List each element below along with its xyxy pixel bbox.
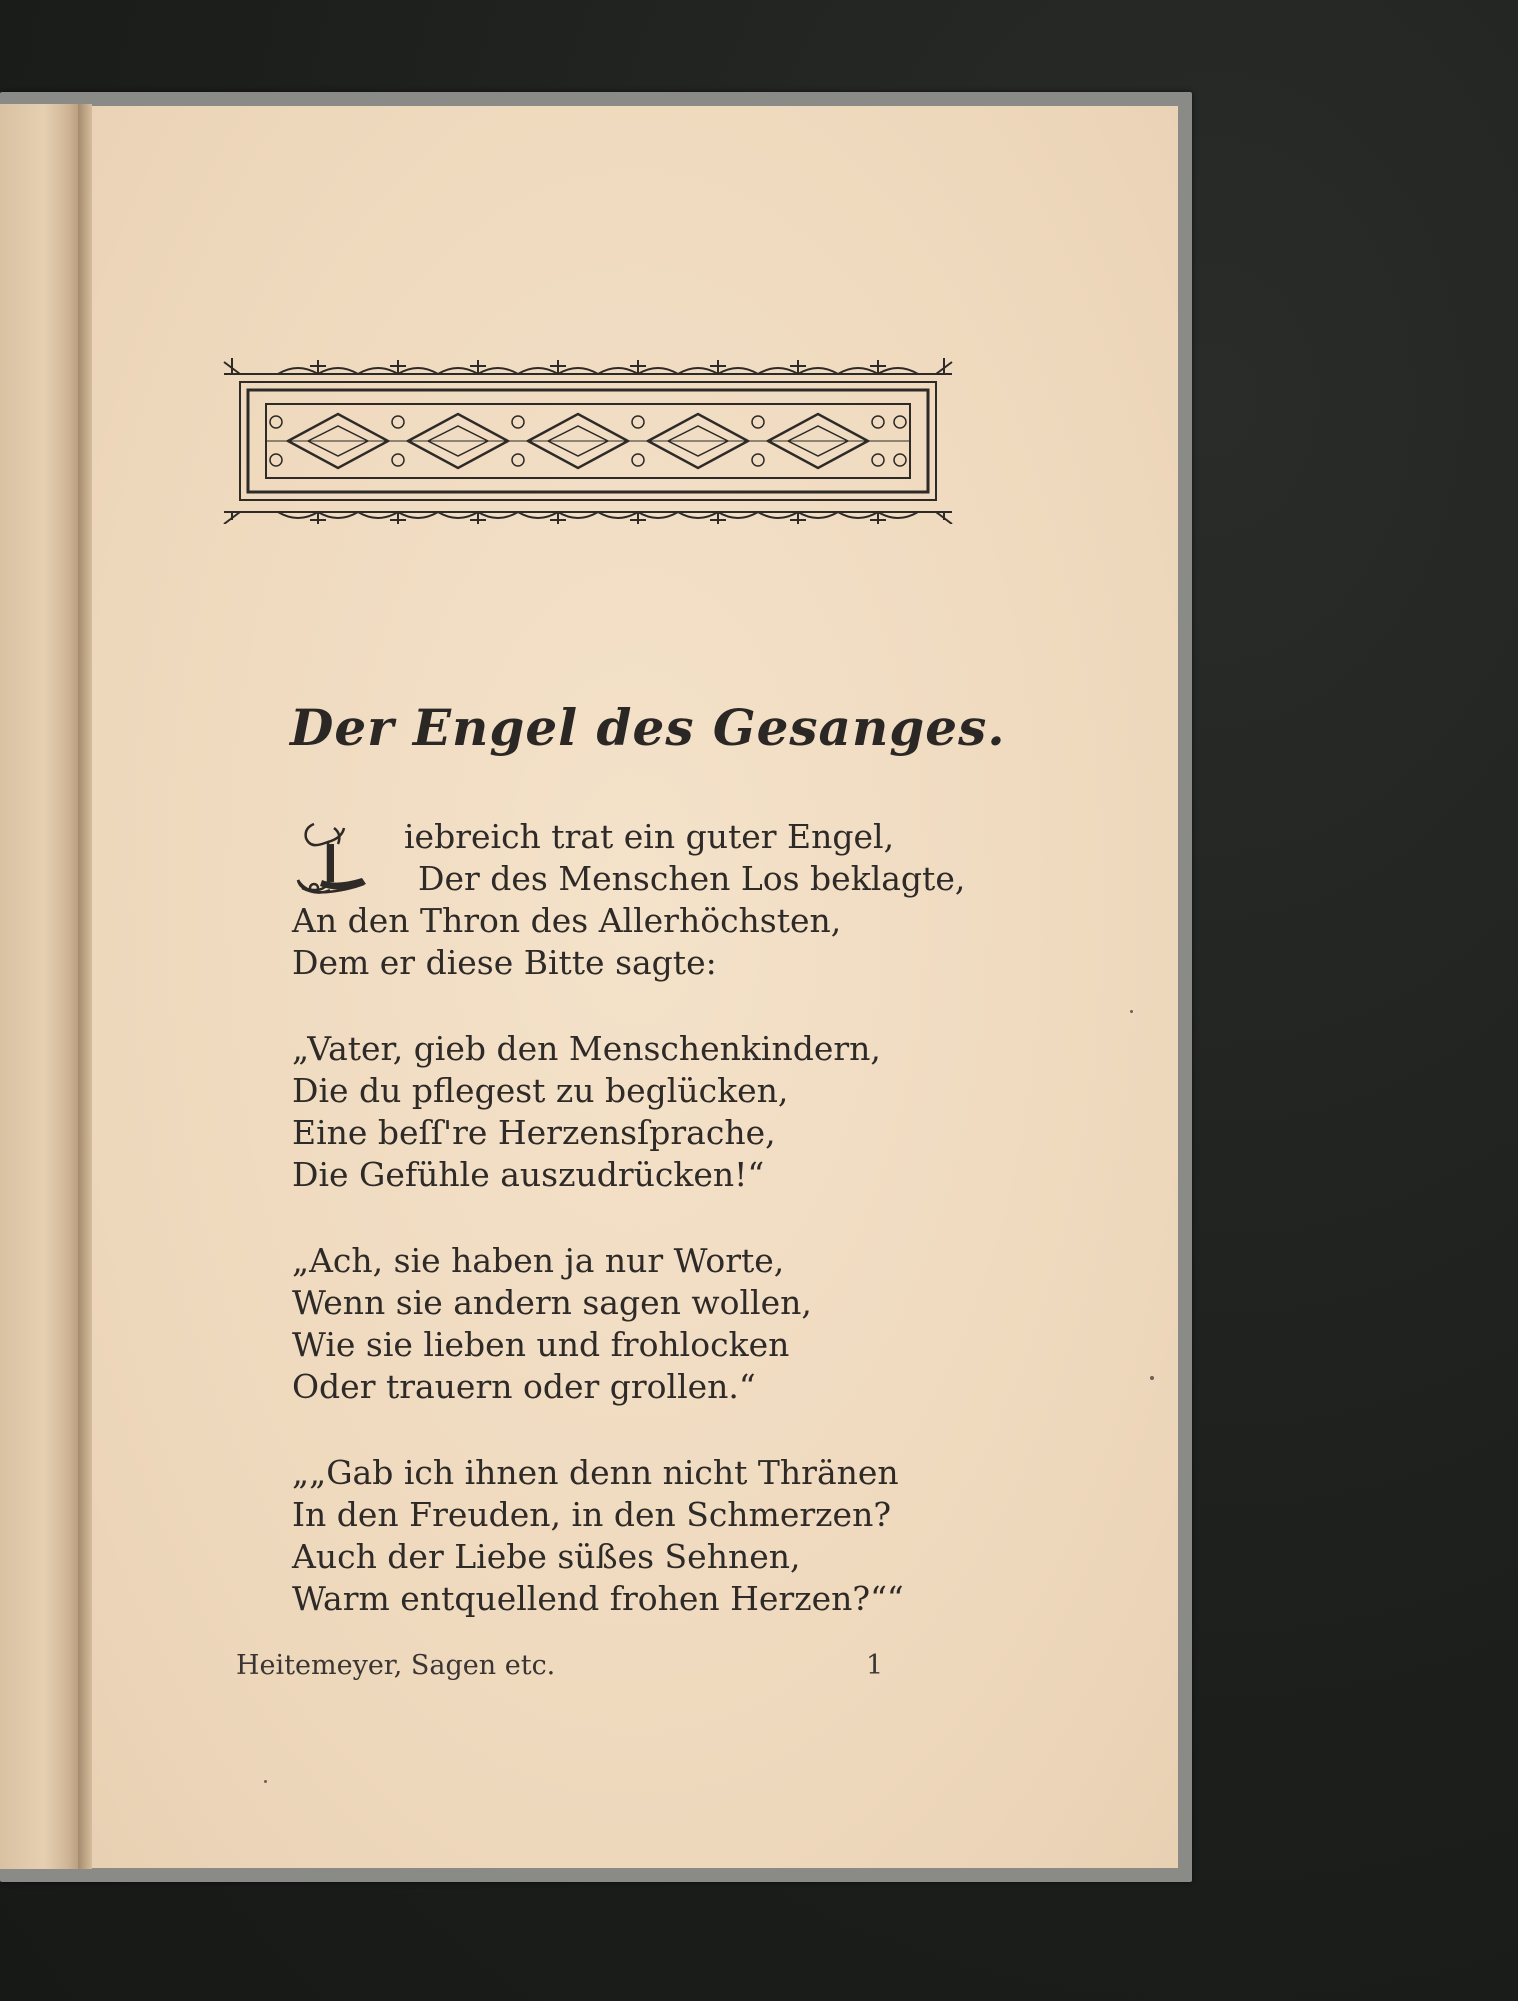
- facing-page-edge: [0, 104, 80, 1869]
- poem-line: Auch der Liebe süßes Sehnen,: [292, 1537, 801, 1576]
- poem-line: „Ach, sie haben ja nur Worte,: [292, 1241, 785, 1280]
- poem-line: „Vater, gieb den Menschenkindern,: [292, 1029, 881, 1068]
- poem-line: Wenn sie andern sagen wollen,: [292, 1283, 812, 1322]
- poem-line: Wie sie lieben und frohlocken: [292, 1325, 790, 1364]
- poem-line: Warm entquellend frohen Herzen?““: [292, 1579, 904, 1618]
- ornamental-initial-L-icon: [292, 818, 372, 900]
- poem-line: Die du pflegest zu beglücken,: [292, 1071, 789, 1110]
- paper-speck: [1130, 1010, 1133, 1013]
- stanza-1: [292, 816, 966, 984]
- poem-line: An den Thron des Allerhöchsten,: [292, 901, 842, 940]
- poem-line: Oder trauern oder grollen.“: [292, 1367, 756, 1406]
- sheet-signature: Heitemeyer, Sagen etc.: [236, 1650, 556, 1681]
- poem-line: In den Freuden, in den Schmerzen?: [292, 1495, 892, 1534]
- book-gutter: [78, 104, 92, 1869]
- sheet-number: 1: [866, 1650, 884, 1681]
- poem-line: Eine beſſ're Herzensſprache,: [292, 1113, 776, 1152]
- poem-line: Die Gefühle auszudrücken!“: [292, 1155, 765, 1194]
- first-lines-with-initial: [292, 816, 966, 900]
- stanza-4: [292, 1452, 942, 1620]
- poem-line: Dem er diese Bitte sagte:: [292, 943, 717, 982]
- paper-speck: [1150, 1376, 1154, 1380]
- poem-title: Der Engel des Gesanges.: [290, 698, 1006, 757]
- poem-line: Der des Menschen Los beklagte,: [418, 859, 966, 898]
- poem-line: „„Gab ich ihnen denn nicht Thränen: [292, 1453, 899, 1492]
- decorative-headpiece-border-icon: [218, 352, 958, 524]
- stanza-3: [292, 1240, 942, 1408]
- stanza-2: [292, 1028, 942, 1196]
- poem-line: iebreich trat ein guter Engel,: [404, 817, 895, 856]
- poem-body: [292, 816, 966, 1664]
- paper-speck: [264, 1780, 267, 1783]
